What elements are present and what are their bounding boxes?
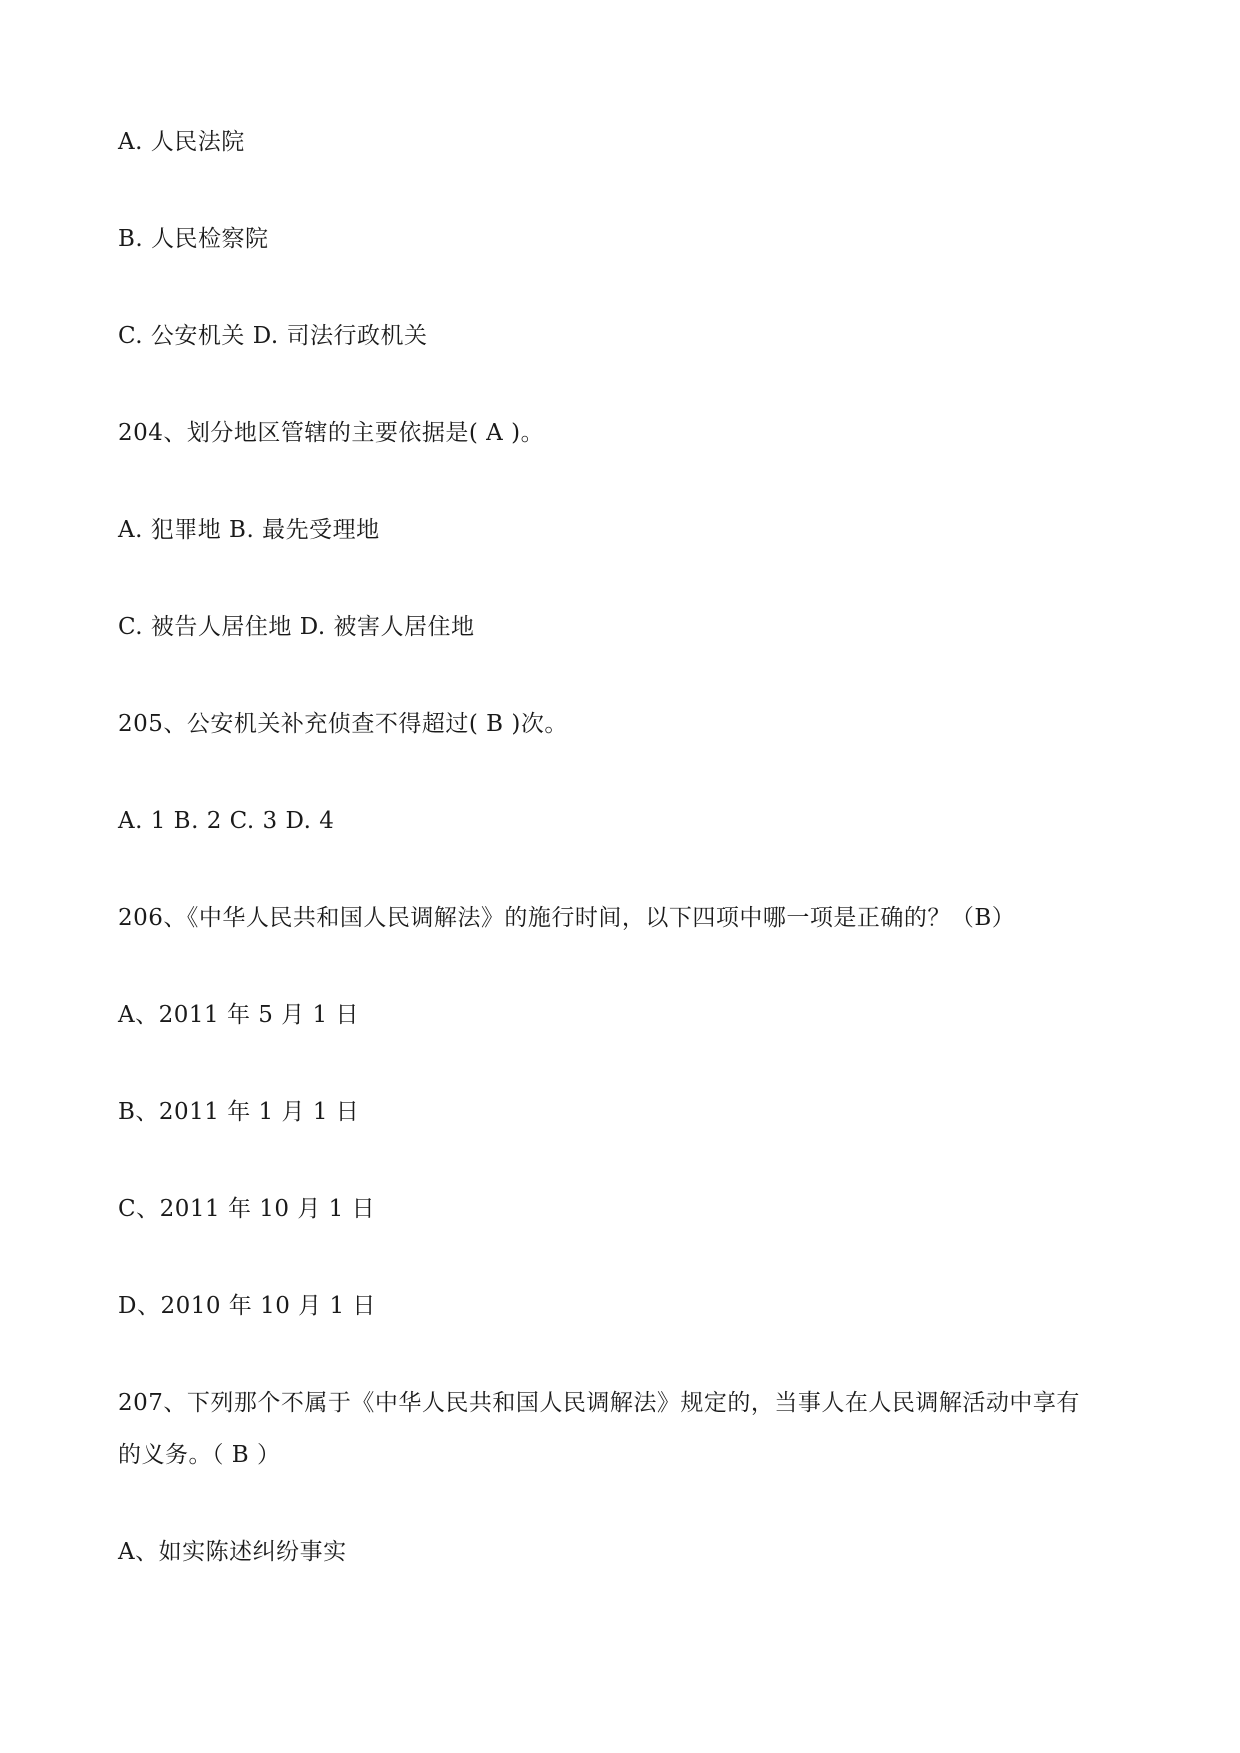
question-207: 207、下列那个不属于《中华人民共和国人民调解法》规定的，当事人在人民调解活动中享有 — [118, 1390, 1080, 1416]
option-line: A. 人民法院 — [118, 129, 245, 155]
question-206: 206、《中华人民共和国人民调解法》的施行时间，以下四项中哪一项是正确的？（B） — [118, 905, 1016, 931]
option-line: A、2011 年 5 月 1 日 — [118, 1002, 359, 1028]
option-line: A. 犯罪地 B. 最先受理地 — [118, 517, 380, 543]
option-line: C、2011 年 10 月 1 日 — [118, 1196, 376, 1222]
option-line: C. 被告人居住地 D. 被害人居住地 — [118, 614, 475, 640]
option-line: D、2010 年 10 月 1 日 — [118, 1293, 376, 1319]
option-line: C. 公安机关 D. 司法行政机关 — [118, 323, 428, 349]
option-line: A、如实陈述纠纷事实 — [118, 1539, 347, 1565]
option-line: A. 1 B. 2 C. 3 D. 4 — [118, 808, 335, 834]
question-207-continuation: 的义务。（ B ） — [118, 1442, 281, 1468]
option-line: B、2011 年 1 月 1 日 — [118, 1099, 360, 1125]
option-line: B. 人民检察院 — [118, 226, 269, 252]
question-205: 205、公安机关补充侦查不得超过( B )次。 — [118, 711, 568, 737]
question-204: 204、划分地区管辖的主要依据是( A )。 — [118, 420, 545, 446]
